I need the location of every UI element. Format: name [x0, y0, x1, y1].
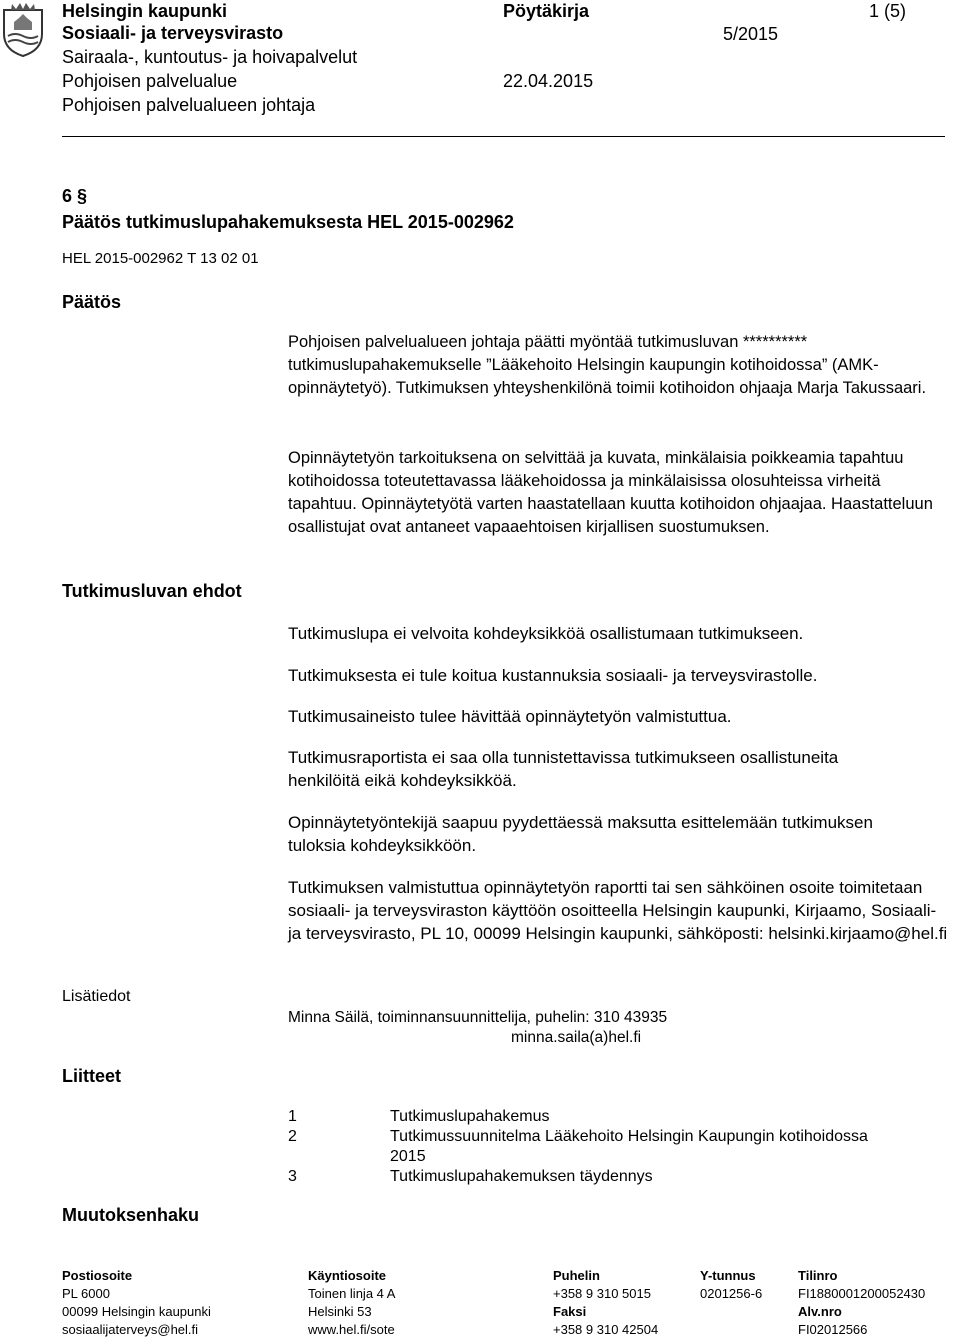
helsinki-crest-icon [0, 0, 46, 58]
attachments-heading: Liitteet [62, 1066, 122, 1086]
decision-heading: Päätös [62, 292, 122, 312]
footer-business-id-label: Y-tunnus [700, 1268, 756, 1283]
footer-website-link[interactable]: www.hel.fi/sote [308, 1322, 395, 1337]
footer-visiting-label: Käyntiosoite [308, 1268, 387, 1283]
footer-vat-label: Alv.nro [798, 1304, 842, 1319]
footer-visiting-line1: Toinen linja 4 A [308, 1286, 396, 1301]
header-division: Sairaala-, kuntoutus- ja hoivapalvelut [62, 47, 358, 67]
section-reference: HEL 2015-002962 T 13 02 01 [62, 250, 259, 267]
footer-postal [62, 1267, 211, 1339]
attachment-number: 3 [288, 1168, 297, 1185]
footer-bank-label: Tilinro [798, 1268, 838, 1283]
info-contact: Minna Säilä, toiminnansuunnittelija, puhelin: 310 43935 [288, 1009, 668, 1026]
header-date: 22.04.2015 [503, 71, 594, 91]
condition-item: Tutkimuksesta ei tule koitua kustannuksia sosiaali- ja terveysvirastolle. [288, 666, 818, 685]
footer-phone [553, 1267, 658, 1339]
header-unit: Pohjoisen palvelualue [62, 71, 238, 91]
decision-paragraph-1 [288, 331, 948, 400]
footer-phone-value: +358 9 310 5015 [553, 1286, 651, 1301]
attachment-number: 1 [288, 1108, 297, 1125]
header-page: 1 (5) [869, 1, 907, 21]
footer-visiting [308, 1267, 395, 1339]
footer-business-id-value: 0201256-6 [700, 1286, 763, 1301]
footer-visiting-line2: Helsinki 53 [308, 1304, 372, 1319]
attachment-link-continued[interactable]: 2015 [390, 1148, 426, 1165]
header-doc-number: 5/2015 [723, 24, 779, 44]
decision-text-2: Opinnäytetyön tarkoituksena on selvittää ja kuvata, minkälaisia poikkeamia tapahtuu kotihoidossa toteutettavassa lääkehoidossa ja minkälaisissa olosuhteissa virheitä tapahtuu. Opinnäytetyötä varten haastatellaan kuutta kotihoidon ohjaajaa. Haastatteluun osallistujat ovat antaneet vapaaehtoisen kirjallisen suostumuksen. [288, 449, 933, 536]
footer-fax-value: +358 9 310 42504 [553, 1322, 659, 1337]
section-title: Päätös tutkimuslupahakemuksesta HEL 2015-002962 [62, 212, 514, 232]
conditions-heading: Tutkimusluvan ehdot [62, 581, 242, 601]
footer-postal-line2: 00099 Helsingin kaupunki [62, 1304, 211, 1319]
footer-postal-label: Postiosoite [62, 1268, 133, 1283]
condition-item: Tutkimuksen valmistuttua opinnäytetyön raportti tai sen sähköinen osoite toimitetaan sosiaali- ja terveysviraston käyttöön osoitteella Helsingin kaupunki, Kirjaamo, Sosiaali- ja terveysvirasto, PL 10, 00099 Helsingin kaupunki, sähköposti: helsinki.kirjaamo@hel.fi [288, 878, 948, 943]
footer-fax-label: Faksi [553, 1304, 587, 1319]
attachment-link[interactable]: Tutkimuslupahakemuksen täydennys [390, 1168, 653, 1185]
condition-item: Tutkimuslupa ei velvoita kohdeyksikköä osallistumaan tutkimukseen. [288, 624, 804, 643]
decision-paragraph-2 [288, 447, 948, 539]
attachment-link[interactable]: Tutkimuslupahakemus [390, 1108, 550, 1125]
attachment-link[interactable]: Tutkimussuunnitelma Lääkehoito Helsingin Kaupungin kotihoidossa [390, 1128, 868, 1145]
info-heading: Lisätiedot [62, 988, 131, 1005]
condition-item: Opinnäytetyöntekijä saapuu pyydettäessä maksutta esittelemään tutkimuksen tuloksia kohdeyksikköön. [288, 813, 873, 855]
section-number: 6 § [62, 186, 88, 206]
condition-item: Tutkimusraportista ei saa olla tunnistettavissa tutkimukseen osallistuneita henkilöitä eikä kohdeyksikköä. [288, 748, 839, 790]
header-doc-type: Pöytäkirja [503, 1, 590, 21]
footer-business-id [700, 1267, 762, 1303]
info-email: minna.saila(a)hel.fi [511, 1029, 642, 1046]
header-divider [62, 136, 945, 137]
footer-bank-value: FI1880001200052430 [798, 1286, 926, 1301]
attachment-number: 2 [288, 1128, 297, 1145]
condition-item: Tutkimusaineisto tulee hävittää opinnäytetyön valmistuttua. [288, 707, 732, 726]
appeal-heading: Muutoksenhaku [62, 1205, 200, 1225]
decision-text-1: Pohjoisen palvelualueen johtaja päätti myöntää tutkimusluvan ********** tutkimuslupahakemukselle ”Lääkehoito Helsingin kaupungin kotihoidossa” (AMK- opinnäytetyö). Tutkimuksen yhteyshenkilönä toimii kotihoidon ohjaaja Marja Takussaari. [288, 333, 927, 397]
footer-phone-label: Puhelin [553, 1268, 600, 1283]
header-department: Sosiaali- ja terveysvirasto [62, 23, 284, 43]
footer-bank [798, 1267, 925, 1339]
footer-postal-email[interactable]: sosiaalijaterveys@hel.fi [62, 1322, 199, 1337]
header-role: Pohjoisen palvelualueen johtaja [62, 95, 316, 115]
header-org: Helsingin kaupunki [62, 1, 228, 21]
footer-postal-line1: PL 6000 [62, 1286, 110, 1301]
footer-vat-value: FI02012566 [798, 1322, 868, 1337]
